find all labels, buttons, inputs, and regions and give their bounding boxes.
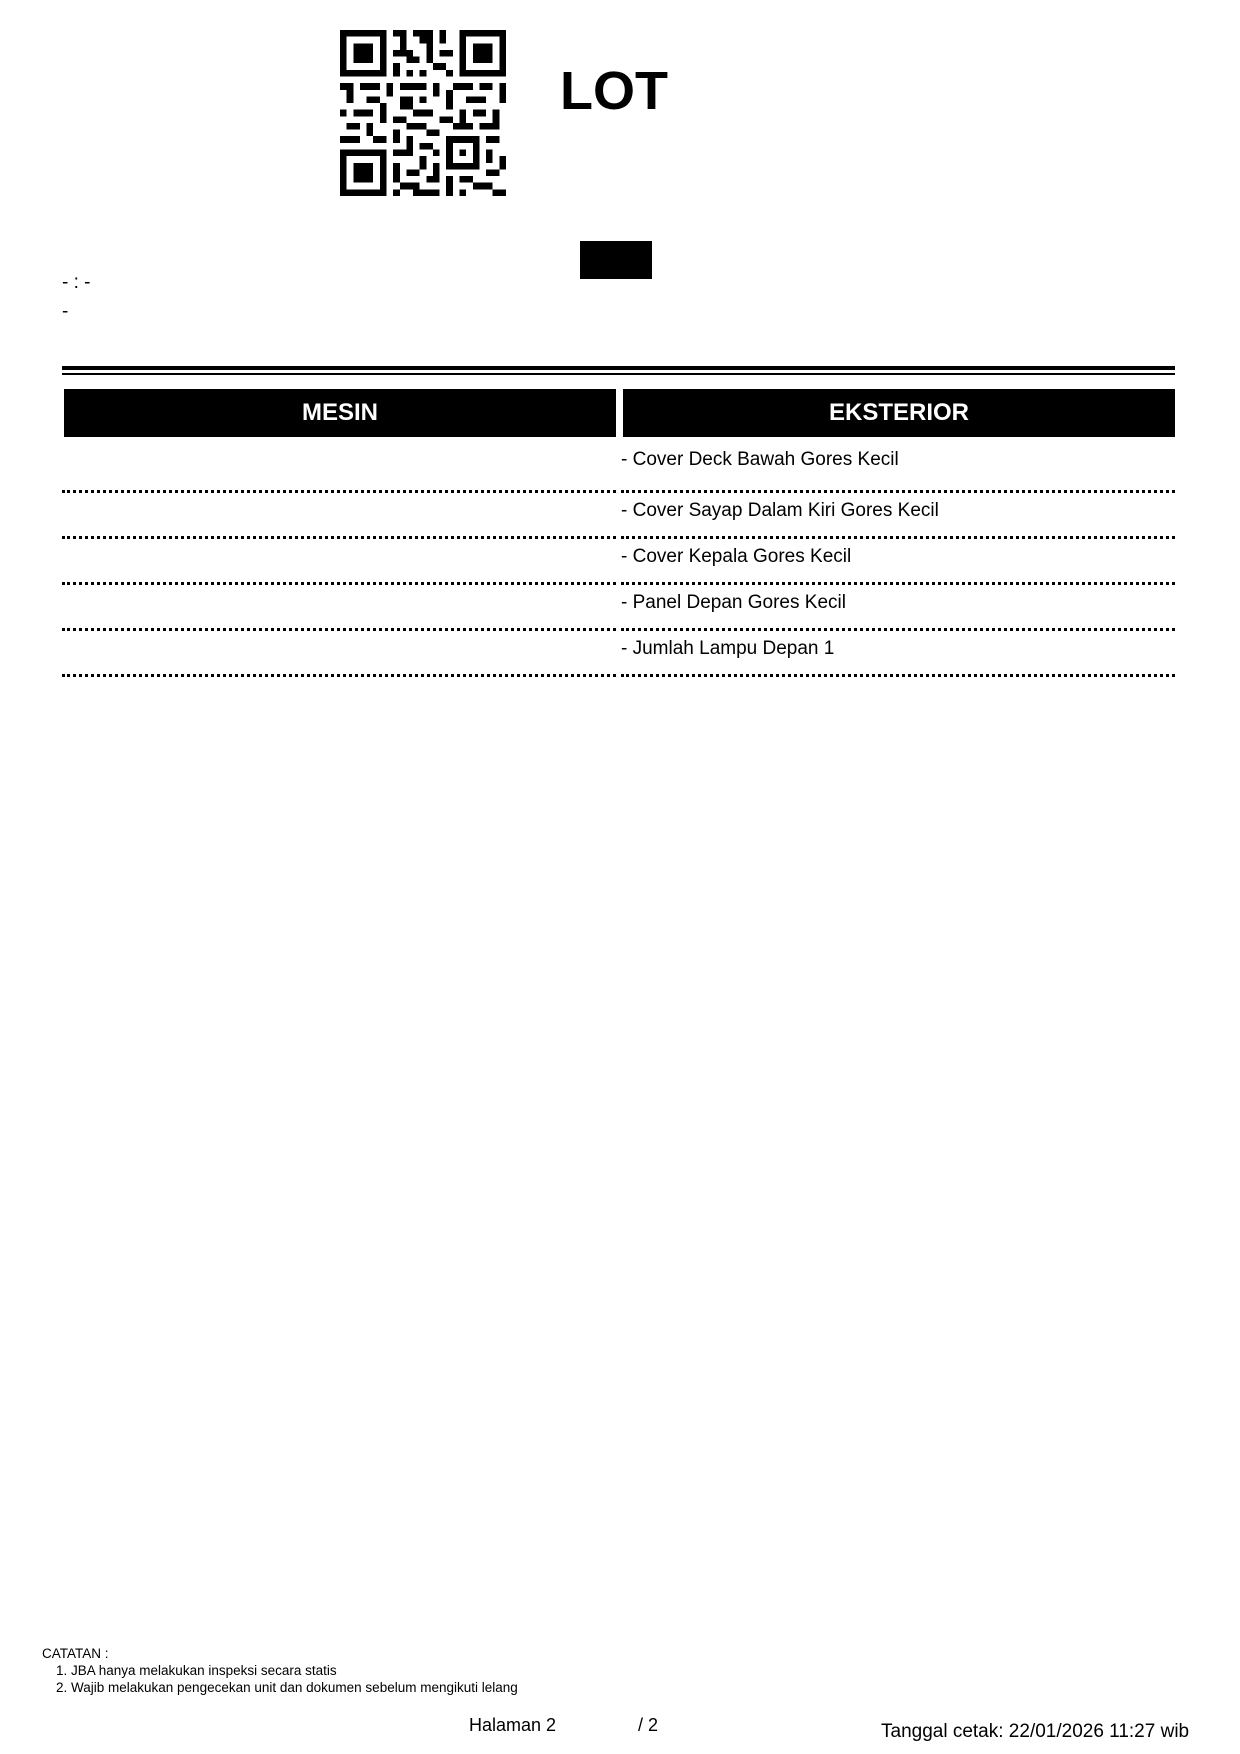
eksterior-item: - Cover Deck Bawah Gores Kecil xyxy=(621,448,899,470)
mesin-column xyxy=(64,389,616,677)
note-item: 2. Wajib melakukan pengecekan unit dan dokumen sebelum mengikuti lelang xyxy=(71,1679,518,1696)
mesin-row xyxy=(62,585,616,631)
page-total: / 2 xyxy=(638,1715,659,1735)
meta-line-1: - : - xyxy=(62,272,91,293)
eksterior-item: - Panel Depan Gores Kecil xyxy=(621,591,846,613)
eksterior-header: EKSTERIOR xyxy=(623,389,1175,437)
notes-section xyxy=(42,1645,518,1696)
lot-title: LOT xyxy=(560,61,668,121)
mesin-row xyxy=(62,539,616,585)
eksterior-item: - Cover Kepala Gores Kecil xyxy=(621,545,852,567)
eksterior-row xyxy=(621,437,1175,493)
meta-line-2: - xyxy=(62,301,69,322)
notes-list xyxy=(42,1662,518,1696)
eksterior-item: - Cover Sayap Dalam Kiri Gores Kecil xyxy=(621,499,939,521)
notes-title: CATATAN : xyxy=(42,1646,109,1661)
separator-thick xyxy=(62,366,1175,370)
qr-code xyxy=(340,30,506,196)
separator-thin xyxy=(62,373,1175,375)
mesin-row xyxy=(62,437,616,493)
mesin-header: MESIN xyxy=(64,389,616,437)
eksterior-row xyxy=(621,585,1175,631)
eksterior-item: - Jumlah Lampu Depan 1 xyxy=(621,637,835,659)
redacted-box xyxy=(580,241,652,279)
eksterior-row xyxy=(621,631,1175,677)
eksterior-row xyxy=(621,493,1175,539)
print-date: Tanggal cetak: 22/01/2026 11:27 wib xyxy=(881,1721,1190,1742)
mesin-row xyxy=(62,493,616,539)
note-item: 1. JBA hanya melakukan inspeksi secara statis xyxy=(71,1662,518,1679)
mesin-row xyxy=(62,631,616,677)
eksterior-row xyxy=(621,539,1175,585)
page-number: Halaman 2 xyxy=(469,1715,557,1735)
eksterior-column xyxy=(623,389,1175,677)
